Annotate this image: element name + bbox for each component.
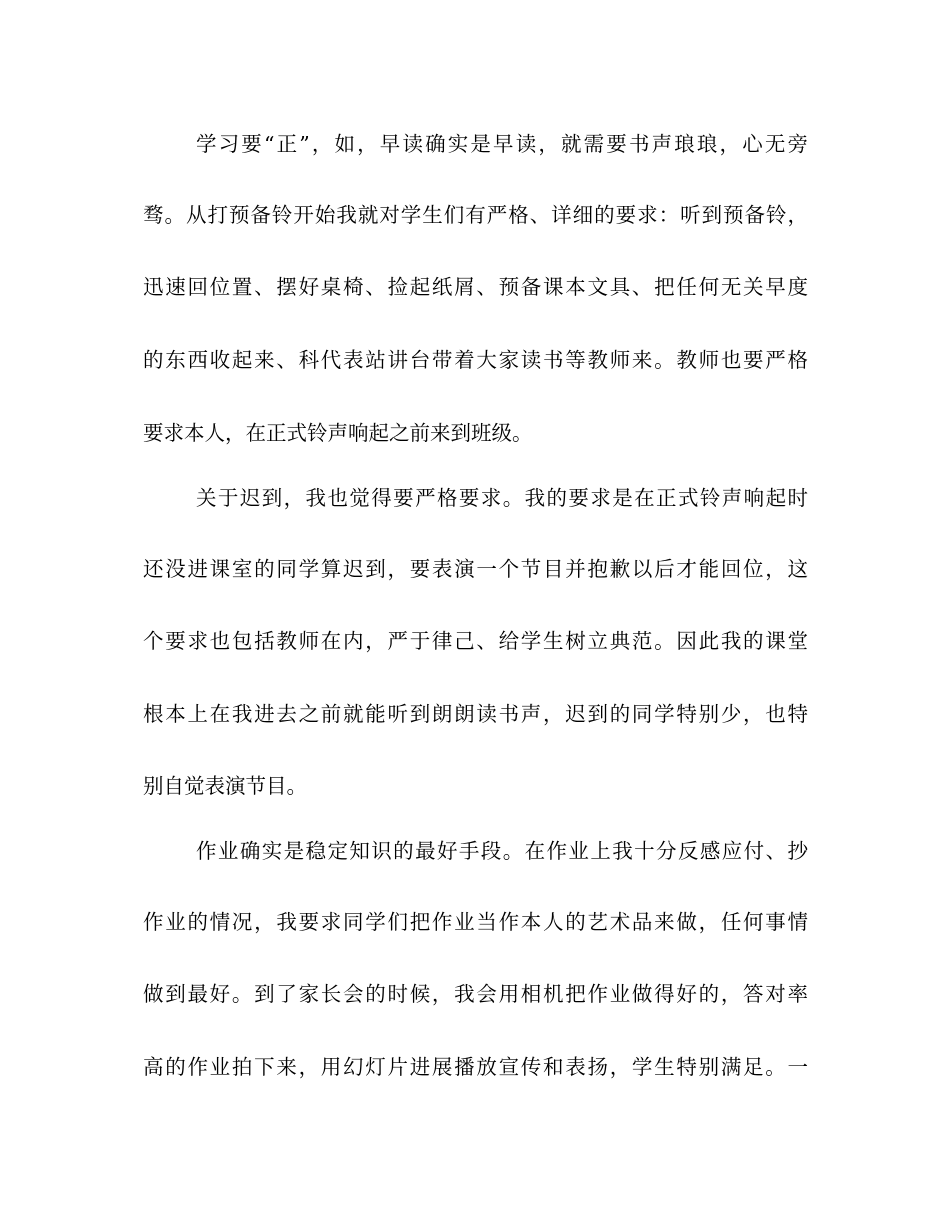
paragraph-2-line-5: 别自觉表演节目。	[143, 774, 307, 798]
paragraph-1-line-3: 迅速回位置、摆好桌椅、捡起纸屑、预备课本文具、把任何无关早度	[143, 275, 808, 299]
paragraph-1-line-4: 的东西收起来、科代表站讲台带着大家读书等教师来。教师也要严格	[143, 348, 808, 372]
paragraph-3-line-3: 做到最好。到了家长会的时候，我会用相机把作业做得好的，答对率	[143, 982, 808, 1006]
paragraph-2-line-4: 根本上在我进去之前就能听到朗朗读书声，迟到的同学特别少，也特	[143, 702, 808, 726]
paragraph-3-line-4: 高的作业拍下来，用幻灯片进展播放宣传和表扬，学生特别满足。一	[143, 1055, 808, 1079]
paragraph-1-line-1: 学习要“正”，如，早读确实是早读，就需要书声琅琅，心无旁	[196, 132, 808, 156]
paragraph-2-line-3: 个要求也包括教师在内，严于律己、给学生树立典范。因此我的课堂	[143, 629, 808, 653]
paragraph-2-line-1: 关于迟到，我也觉得要严格要求。我的要求是在正式铃声响起时	[196, 486, 808, 510]
paragraph-3-line-2: 作业的情况，我要求同学们把作业当作本人的艺术品来做，任何事情	[143, 910, 808, 934]
paragraph-3-line-1: 作业确实是稳定知识的最好手段。在作业上我十分反感应付、抄	[196, 839, 808, 863]
paragraph-2-line-2: 还没进课室的同学算迟到，要表演一个节目并抱歉以后才能回位，这	[143, 557, 808, 581]
paragraph-1-line-2: 骛。从打预备铃开始我就对学生们有严格、详细的要求：听到预备铃，	[143, 203, 808, 227]
paragraph-1-line-5: 要求本人，在正式铃声响起之前来到班级。	[143, 421, 533, 445]
